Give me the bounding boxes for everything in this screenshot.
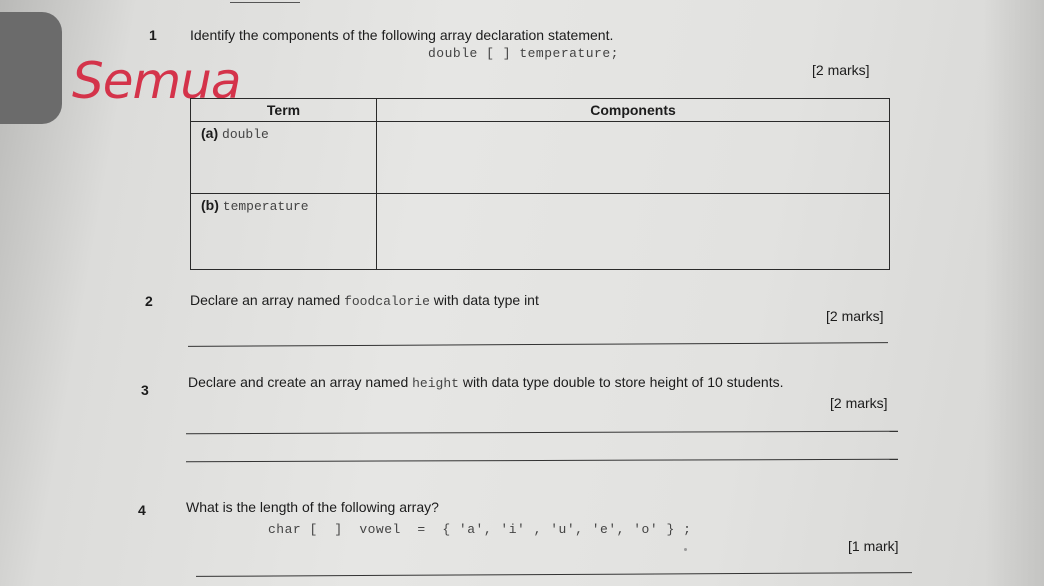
- row-label: (b): [201, 197, 219, 213]
- term-cell: [191, 122, 377, 194]
- row-label: (a): [201, 125, 219, 141]
- table-row: [191, 122, 890, 194]
- q3-text-after: with data type double to store height of 10 students.: [458, 374, 784, 390]
- q1-marks: [2 marks]: [812, 62, 870, 78]
- header-term: Term: [191, 99, 377, 122]
- q3-code-name: height: [412, 376, 459, 391]
- term-code: temperature: [222, 199, 309, 214]
- binder-clip: [0, 12, 62, 124]
- top-rule: [230, 2, 300, 3]
- header-components: Components: [377, 99, 890, 122]
- q2-text-before: Declare an array named: [190, 292, 345, 308]
- term-cell: [191, 194, 377, 270]
- q2-answer-line[interactable]: [188, 342, 888, 347]
- answer-cell[interactable]: [377, 122, 890, 194]
- term-code: double: [222, 127, 269, 142]
- table-row: [191, 194, 890, 270]
- q2-marks: [2 marks]: [826, 308, 884, 324]
- q4-answer-line[interactable]: [196, 572, 912, 577]
- handwritten-note: Semua: [72, 52, 241, 110]
- q4-number: 4: [138, 502, 146, 518]
- q2-text-after: with data type int: [429, 292, 539, 308]
- answer-cell[interactable]: [377, 194, 890, 270]
- page-shadow: [984, 0, 1044, 586]
- q4-code: char [ ] vowel = { 'a', 'i' , 'u', 'e', 'o' } ;: [268, 522, 692, 537]
- q2-code-name: foodcalorie: [344, 294, 430, 309]
- q1-number: 1: [149, 27, 157, 43]
- q3-text-before: Declare and create an array named: [188, 374, 413, 390]
- components-table: [190, 98, 890, 270]
- q1-text: Identify the components of the following array declaration statement.: [190, 27, 614, 43]
- q3-number: 3: [141, 382, 149, 398]
- q4-marks: [1 mark]: [848, 538, 899, 554]
- table-header-row: [191, 99, 890, 122]
- q3-marks: [2 marks]: [830, 395, 888, 411]
- q2-number: 2: [145, 293, 153, 309]
- paper-speck: [684, 548, 687, 551]
- q3-answer-line-1[interactable]: [186, 431, 898, 434]
- q4-text: What is the length of the following array?: [186, 499, 439, 515]
- q3-answer-line-2[interactable]: [186, 459, 898, 462]
- q1-code: double [ ] temperature;: [428, 46, 619, 61]
- q3-text: [188, 374, 784, 391]
- q2-text: [190, 292, 539, 309]
